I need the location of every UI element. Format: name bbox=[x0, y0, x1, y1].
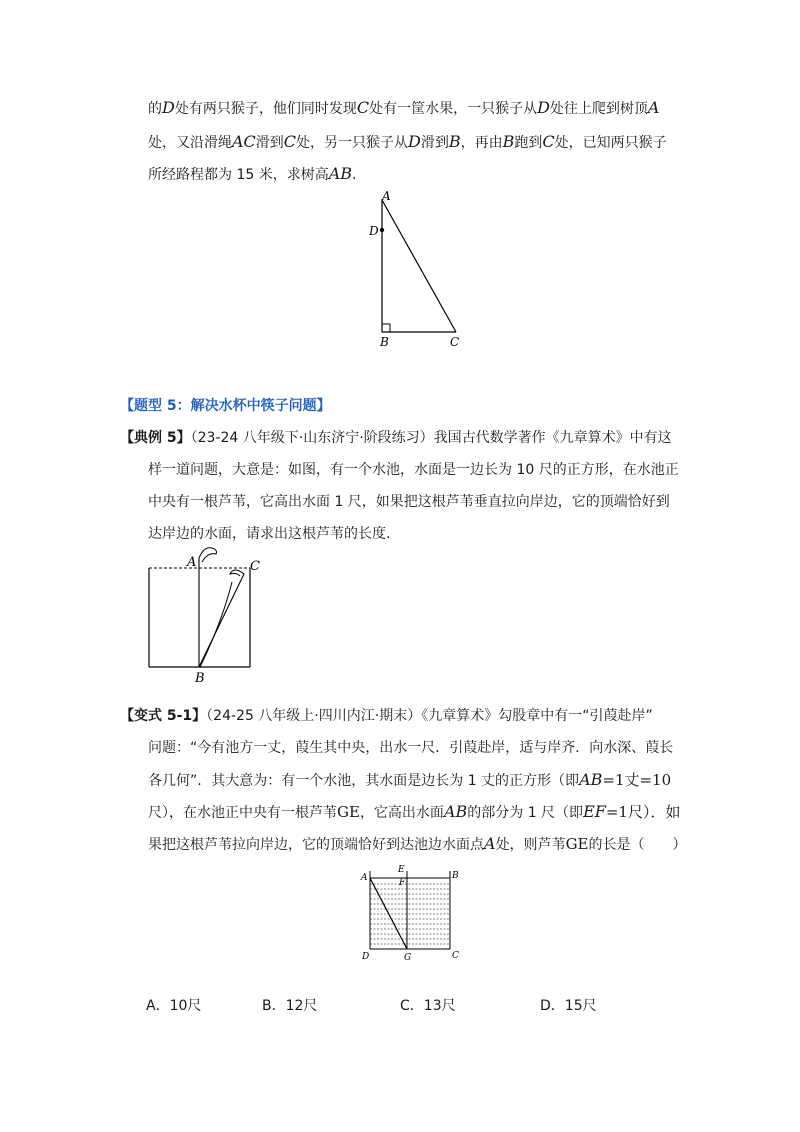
text: ，再由 bbox=[460, 135, 503, 151]
variant-tag: 【变式 5-1】 bbox=[120, 708, 207, 724]
variant-line-3 bbox=[148, 770, 671, 791]
label-C: C bbox=[250, 559, 260, 574]
label-C: C bbox=[452, 951, 459, 961]
problem-line-3 bbox=[148, 164, 356, 185]
option-a[interactable] bbox=[146, 996, 201, 1016]
option-text: 12尺 bbox=[285, 998, 318, 1014]
label-G: G bbox=[404, 953, 412, 963]
label-B: B bbox=[380, 335, 389, 349]
label-D: D bbox=[369, 224, 379, 238]
variant-line-4 bbox=[148, 802, 680, 823]
math-var: C bbox=[542, 132, 555, 151]
math-var: C bbox=[356, 98, 370, 117]
text: 处，另一只猴子从 bbox=[296, 135, 409, 151]
text: . bbox=[352, 167, 357, 183]
figure-pool-section bbox=[355, 860, 465, 965]
math-var: GE bbox=[565, 835, 589, 853]
option-letter: B． bbox=[262, 998, 286, 1014]
label-B: B bbox=[452, 871, 459, 881]
option-d[interactable] bbox=[540, 996, 597, 1016]
option-c[interactable] bbox=[400, 996, 456, 1016]
option-b[interactable] bbox=[262, 996, 317, 1016]
text: 各几何”．其大意为：有一个水池，其水面是边长为 1 丈的正方形（即 bbox=[148, 773, 580, 789]
text: 的部分为 1 尺（即 bbox=[467, 805, 584, 821]
example5-line-4: 达岸边的水面，请求出这根芦苇的长度. bbox=[148, 526, 391, 542]
text: 处有一筐水果，一只猴子从 bbox=[369, 101, 538, 117]
math-expr: =1尺）．如 bbox=[605, 803, 681, 821]
math-var: AB bbox=[443, 802, 468, 821]
example5-line-2: 样一道问题，大意是：如图，有一个水池，水面是一边长为 10 尺的正方形，在水池正 bbox=[148, 462, 679, 478]
example5-line-1 bbox=[120, 428, 672, 448]
problem-line-1 bbox=[148, 98, 659, 119]
math-var: B bbox=[502, 132, 515, 151]
math-var: C bbox=[283, 132, 297, 151]
math-var: EF bbox=[583, 802, 606, 821]
label-A: A bbox=[361, 873, 368, 883]
variant-line-5 bbox=[148, 834, 687, 855]
example5-line-3: 中央有一根芦苇，它高出水面 1 尺，如果把这根芦苇垂直拉向岸边，它的顶端恰好到 bbox=[148, 494, 670, 510]
text: ，它高出水面 bbox=[359, 805, 444, 821]
text: 处，又沿滑绳 bbox=[148, 135, 232, 151]
text: 的 bbox=[148, 101, 162, 117]
example-tag: 【典例 5】 bbox=[120, 430, 191, 446]
math-var: A bbox=[484, 834, 496, 853]
label-C: C bbox=[450, 335, 460, 349]
text: （24-25 八年级上·四川内江·期末）《九章算术》勾股章中有一“引葭赴岸” bbox=[206, 708, 653, 724]
figure-pool-reed bbox=[140, 540, 280, 685]
label-E: E bbox=[398, 865, 405, 875]
label-D: D bbox=[362, 952, 370, 962]
variant-line-2: 问题：“今有池方一丈，葭生其中央，出水一尺．引葭赴岸，适与岸齐．向水深、葭长 bbox=[148, 740, 674, 756]
option-letter: A． bbox=[146, 998, 170, 1014]
option-letter: D． bbox=[540, 998, 565, 1014]
text: 所经路程都为 15 米，求树高 bbox=[148, 167, 329, 183]
variant-line-1 bbox=[120, 706, 653, 726]
math-var: AB bbox=[579, 770, 603, 789]
math-expr: =1丈=10 bbox=[602, 771, 672, 789]
option-text: 15尺 bbox=[564, 998, 597, 1014]
section-title: 【题型 5：解决水杯中筷子问题】 bbox=[120, 398, 331, 414]
text: 尺），在水池正中央有一根芦苇 bbox=[148, 805, 337, 821]
option-text: 10尺 bbox=[169, 998, 202, 1014]
option-text: 13尺 bbox=[423, 998, 456, 1014]
math-var: B bbox=[448, 132, 461, 151]
figure-tree-triangle bbox=[360, 188, 480, 353]
text: 果把这根芦苇拉向岸边，它的顶端恰好到达池边水面点 bbox=[148, 837, 484, 853]
math-var: D bbox=[162, 98, 175, 117]
text: 处，则芦苇 bbox=[495, 837, 566, 853]
option-letter: C． bbox=[400, 998, 424, 1014]
text: 处有两只猴子，他们同时发现 bbox=[174, 101, 357, 117]
math-var: AC bbox=[232, 132, 256, 151]
math-var: A bbox=[647, 98, 660, 117]
text: 滑到 bbox=[255, 135, 284, 151]
math-var: D bbox=[537, 98, 550, 117]
label-B: B bbox=[195, 671, 205, 685]
problem-line-2 bbox=[148, 132, 667, 153]
text: 滑到 bbox=[420, 135, 449, 151]
text: 处，已知两只猴子 bbox=[554, 135, 667, 151]
math-var: GE bbox=[337, 803, 360, 821]
label-A: A bbox=[382, 189, 391, 203]
math-var: D bbox=[408, 132, 421, 151]
text: 跑到 bbox=[514, 135, 543, 151]
math-var: AB bbox=[328, 164, 353, 183]
label-F: F bbox=[399, 878, 406, 888]
text: 的长是（ ） bbox=[588, 837, 687, 853]
text: （23-24 八年级下·山东济宁·阶段练习）我国古代数学著作《九章算术》中有这 bbox=[190, 430, 672, 446]
text: 处往上爬到树顶 bbox=[549, 101, 648, 117]
label-A: A bbox=[187, 555, 197, 570]
